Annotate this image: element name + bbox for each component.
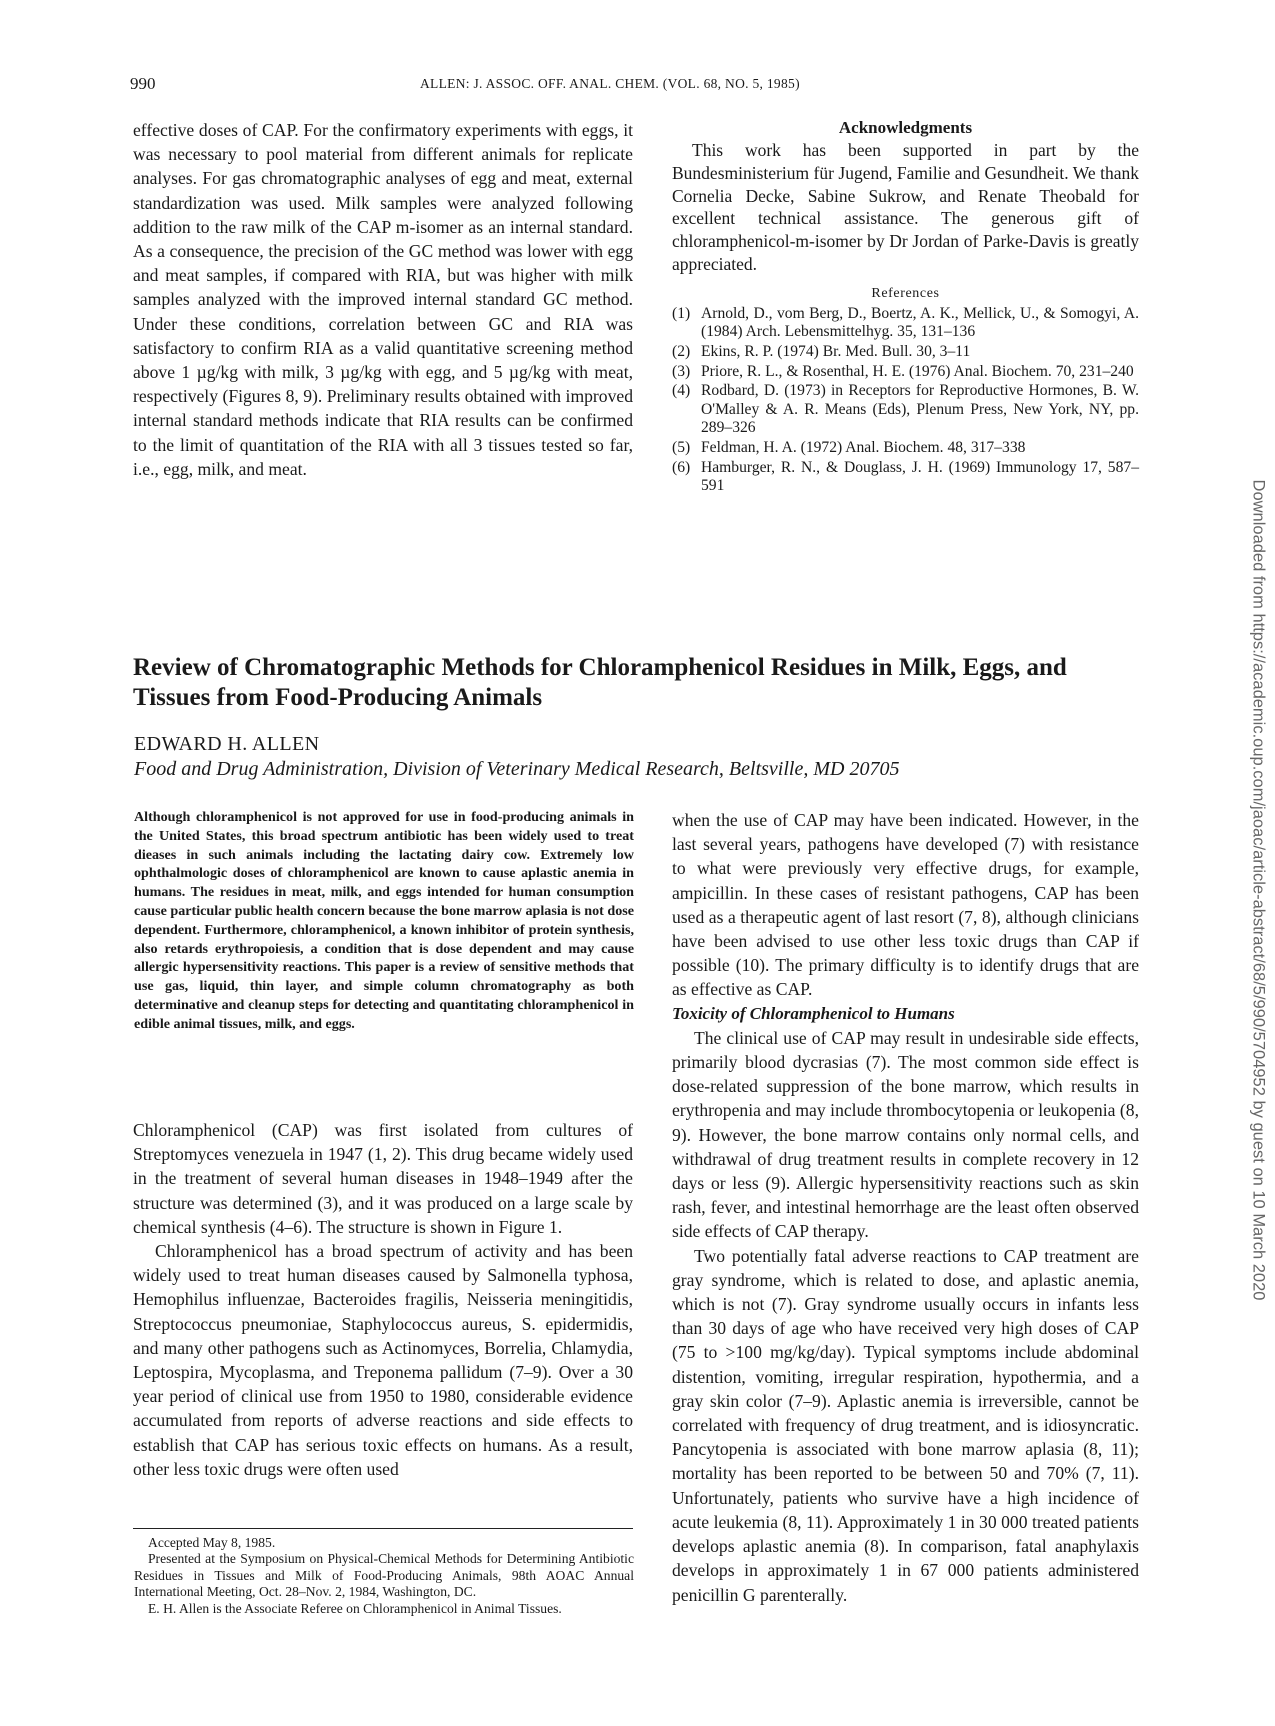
acknowledgments-and-references	[672, 118, 1139, 497]
previous-article-closing-column	[133, 118, 633, 481]
reference-item	[672, 459, 1139, 496]
download-notice-text: Downloaded from https://academic.oup.com/jaoac/article-abstract/68/5/990/5704952 by guest on 10 March 2020	[1249, 479, 1268, 1301]
footnote: E. H. Allen is the Associate Referee on Chloramphenicol in Animal Tissues.	[148, 1600, 562, 1616]
body-paragraph: Chloramphenicol (CAP) was first isolated from cultures of Streptomyces venezuela in 1947 (1, 2). This drug became widely used in the treatment of several human diseases in 1948–1949 after the structure was determined (3), and it was produced on a large scale by chemical synthesis (4–6). The structure is shown in Figure 1.	[133, 1120, 633, 1237]
reference-item	[672, 382, 1139, 438]
reference-number: (2)	[672, 342, 691, 360]
download-notice	[1248, 450, 1268, 1330]
article-title: Review of Chromatographic Methods for Chloramphenicol Residues in Milk, Eggs, and Tissues from Food-Producing Animals	[133, 654, 1067, 711]
author-name: EDWARD H. ALLEN	[134, 733, 320, 755]
author-affiliation: Food and Drug Administration, Division of Veterinary Medical Research, Beltsville, MD 20705	[134, 758, 900, 780]
reference-text: Arnold, D., vom Berg, D., Boertz, A. K., Mellick, U., & Somogyi, A. (1984) Arch. Lebensmittelhyg. 35, 131–136	[701, 304, 1139, 341]
reference-item	[672, 439, 1139, 458]
closing-paragraph: effective doses of CAP. For the confirmatory experiments with eggs, it was necessary to pool material from different animals for replicate analyses. For gas chromatographic analyses of egg and meat, external standardization was used. Milk samples were analyzed following addition to the raw milk of the CAP m-isomer as an internal standard. As a consequence, the precision of the GC method was lower with egg and meat samples, if compared with RIA, but was higher with milk samples analyzed with the improved internal standard GC method. Under these conditions, correlation between GC and RIA was satisfactory to confirm RIA as a valid quantitative screening method above 1 µg/kg with milk, 3 µg/kg with egg, and 5 µg/kg with meat, respectively (Figures 8, 9). Preliminary results obtained with improved internal standard methods indicate that RIA results can be confirmed to the limit of quantitation of the RIA with all 3 tissues tested so far, i.e., egg, milk, and meat.	[133, 120, 633, 479]
reference-text: Hamburger, R. N., & Douglass, J. H. (1969) Immunology 17, 587–591	[701, 458, 1139, 495]
reference-number: (3)	[672, 362, 691, 380]
reference-text: Feldman, H. A. (1972) Anal. Biochem. 48, 317–338	[701, 438, 1026, 456]
reference-item	[672, 305, 1139, 342]
abstract: Although chloramphenicol is not approved for use in food-producing animals in the United States, this broad spectrum antibiotic has been widely used to treat dieases in such animals including the lactating dairy cow. Extremely low ophthalmologic doses of chloramphenicol are known to cause aplastic anemia in humans. The residues in meat, milk, and eggs intended for human consumption cause particular public health concern because the bone marrow aplasia is not dose dependent. Furthermore, chloramphenicol, a known inhibitor of protein synthesis, also retards erythropoiesis, a condition that is dose dependent and may cause allergic hypersensitivity reactions. This paper is a review of sensitive methods that use gas, liquid, thin layer, and simple column chromatography as both determinative and cleanup steps for detecting and quantitating chloramphenicol in edible animal tissues, milk, and eggs.	[134, 809, 634, 1032]
reference-text: Rodbard, D. (1973) in Receptors for Reproductive Hormones, B. W. O'Malley & A. R. Means (Eds), Plenum Press, New York, NY, pp. 289–326	[701, 382, 1139, 437]
page-number: 990	[130, 74, 156, 93]
reference-item	[672, 343, 1139, 362]
footnotes	[134, 1535, 634, 1617]
reference-number: (1)	[672, 304, 691, 322]
reference-number: (5)	[672, 438, 691, 456]
reference-text: Ekins, R. P. (1974) Br. Med. Bull. 30, 3–11	[701, 342, 971, 360]
body-paragraph: when the use of CAP may have been indicated. However, in the last several years, pathogens have developed (7) with resistance to what were previously very effective drugs, for example, ampicillin. In these cases of resistant pathogens, CAP has been used as a therapeutic agent of last resort (7, 8), although clinicians have been advised to use other less toxic drugs than CAP if possible (10). The primary difficulty is to identify drugs that are as effective as CAP.	[672, 810, 1139, 1000]
reference-text: Priore, R. L., & Rosenthal, H. E. (1976) Anal. Biochem. 70, 231–240	[701, 362, 1134, 380]
references-heading: References	[871, 285, 940, 301]
references-list	[672, 305, 1139, 496]
footnote-divider	[133, 1528, 633, 1529]
acknowledgments-text: This work has been supported in part by the Bundesministerium für Jugend, Familie and Gesundheit. We thank Cornelia Decke, Sabine Sukrow, and Renate Theobald for excellent technical assistance. The generous gift of chloramphenicol-m-isomer by Dr Jordan of Parke-Davis is greatly appreciated.	[672, 140, 1139, 274]
body-paragraph: Chloramphenicol has a broad spectrum of activity and has been widely used to treat human diseases caused by Salmonella typhosa, Hemophilus influenzae, Bacteroides fragilis, Neisseria meningitidis, Streptococcus pneumoniae, Staphylococcus aureus, S. epidermidis, and many other pathogens such as Actinomyces, Borrelia, Chlamydia, Leptospira, Mycoplasma, and Treponema pallidum (7–9). Over a 30 year period of clinical use from 1950 to 1980, considerable evidence accumulated from reports of adverse reactions and side effects to establish that CAP has serious toxic effects on humans. As a result, other less toxic drugs were often used	[133, 1241, 633, 1479]
body-paragraph: Two potentially fatal adverse reactions to CAP treatment are gray syndrome, which is related to dose, and aplastic anemia, which is not (7). Gray syndrome usually occurs in infants less than 30 days of age who have received very high doses of CAP (75 to >100 mg/kg/day). Typical symptoms include abdominal distention, vomiting, irregular respiration, hypothermia, and a gray skin color (7–9). Aplastic anemia is irreversible, cannot be correlated with frequency of drug treatment, and is idiosyncratic. Pancytopenia is associated with bone marrow aplasia (8, 11); mortality has been reported to be between 50 and 70% (7, 11). Unfortunately, patients who survive have a high incidence of acute leukemia (8, 11). Approximately 1 in 30 000 treated patients develops aplastic anemia (8). In comparison, fatal anaphylaxis develops in approximately 1 in 67 000 patients administered penicillin G parenterally.	[672, 1245, 1139, 1605]
reference-number: (6)	[672, 458, 691, 476]
footnote: Presented at the Symposium on Physical-Chemical Methods for Determining Antibiotic Residues in Tissues and Milk of Food-Producing Animals, 98th AOAC Annual International Meeting, Oct. 28–Nov. 2, 1984, Washington, DC.	[134, 1551, 634, 1600]
body-paragraph: The clinical use of CAP may result in undesirable side effects, primarily blood dycrasias (7). The most common side effect is dose-related suppression of the bone marrow, which results in erythropenia and may include thrombocytopenia or leukopenia (8, 9). However, the bone marrow contains only normal cells, and withdrawal of drug treatment results in complete recovery in 12 days or less (9). Allergic hypersensitivity reactions such as skin rash, fever, and intestinal hemorrhage are the least often observed side effects of CAP therapy.	[672, 1027, 1139, 1242]
footnote: Accepted May 8, 1985.	[148, 1535, 276, 1550]
body-left-column	[133, 1118, 633, 1481]
body-right-column	[672, 808, 1139, 1607]
reference-item	[672, 363, 1139, 382]
running-head: ALLEN: J. ASSOC. OFF. ANAL. CHEM. (VOL. 68, NO. 5, 1985)	[420, 76, 800, 91]
acknowledgments-heading: Acknowledgments	[838, 118, 973, 137]
section-heading: Toxicity of Chloramphenicol to Humans	[672, 1003, 955, 1023]
reference-number: (4)	[672, 382, 691, 400]
